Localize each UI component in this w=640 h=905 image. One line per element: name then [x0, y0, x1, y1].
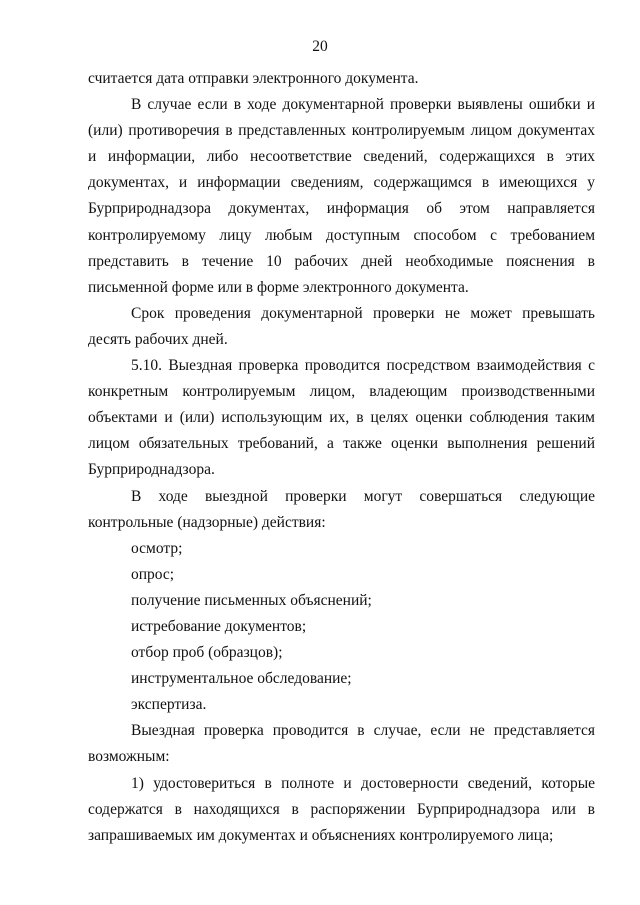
paragraph-control-actions-intro: В ходе выездной проверки могут совершаться следующие контрольные (надзорные) действия: [88, 487, 595, 531]
paragraph-inspection-term: Срок проведения документарной проверки не может превышать десять рабочих дней. [88, 304, 595, 348]
list-item: опрос; [131, 565, 175, 583]
list-item: осмотр; [131, 539, 183, 557]
paragraph-errors-found: В случае если в ходе документарной проверки выявлены ошибки и (или) противоречия в представленных контролируемым лицом документах и информации, либо несоответствие сведений, содержащихся в этих документах, и информации сведениям, содержащимся в имеющихся у Бурприроднадзора документах, информация об этом направляется контролируемому лицу любым доступным способом с требованием представить в течение 10 рабочих дней необходимые пояснения в письменной форме или в форме электронного документа. [88, 96, 595, 296]
document-body [88, 66, 595, 849]
list-item: экспертиза. [131, 696, 207, 714]
list-item: отбор проб (образцов); [131, 644, 283, 662]
list-item: получение письменных объяснений; [131, 591, 372, 609]
paragraph-case-1: 1) удостовериться в полноте и достоверности сведений, которые содержатся в находящихся в распоряжении Бурприроднадзора или в запрашиваемых им документах и объяснениях контролируемого лица; [88, 774, 595, 844]
paragraph-continuation: считается дата отправки электронного документа. [88, 70, 419, 87]
paragraph-5-10: 5.10. Выездная проверка проводится посредством взаимодействия с конкретным контролируемым лицом, владеющим производственными объектами и (или) использующим их, в целях оценки соблюдения таким лицом обязательных требований, а также оценки выполнения решений Бурприроднадзора. [88, 357, 595, 479]
list-item: истребование документов; [131, 617, 307, 635]
page-number: 20 [312, 38, 328, 55]
paragraph-field-inspection-cases: Выездная проверка проводится в случае, если не представляется возможным: [88, 722, 595, 766]
list-item: инструментальное обследование; [131, 670, 352, 688]
